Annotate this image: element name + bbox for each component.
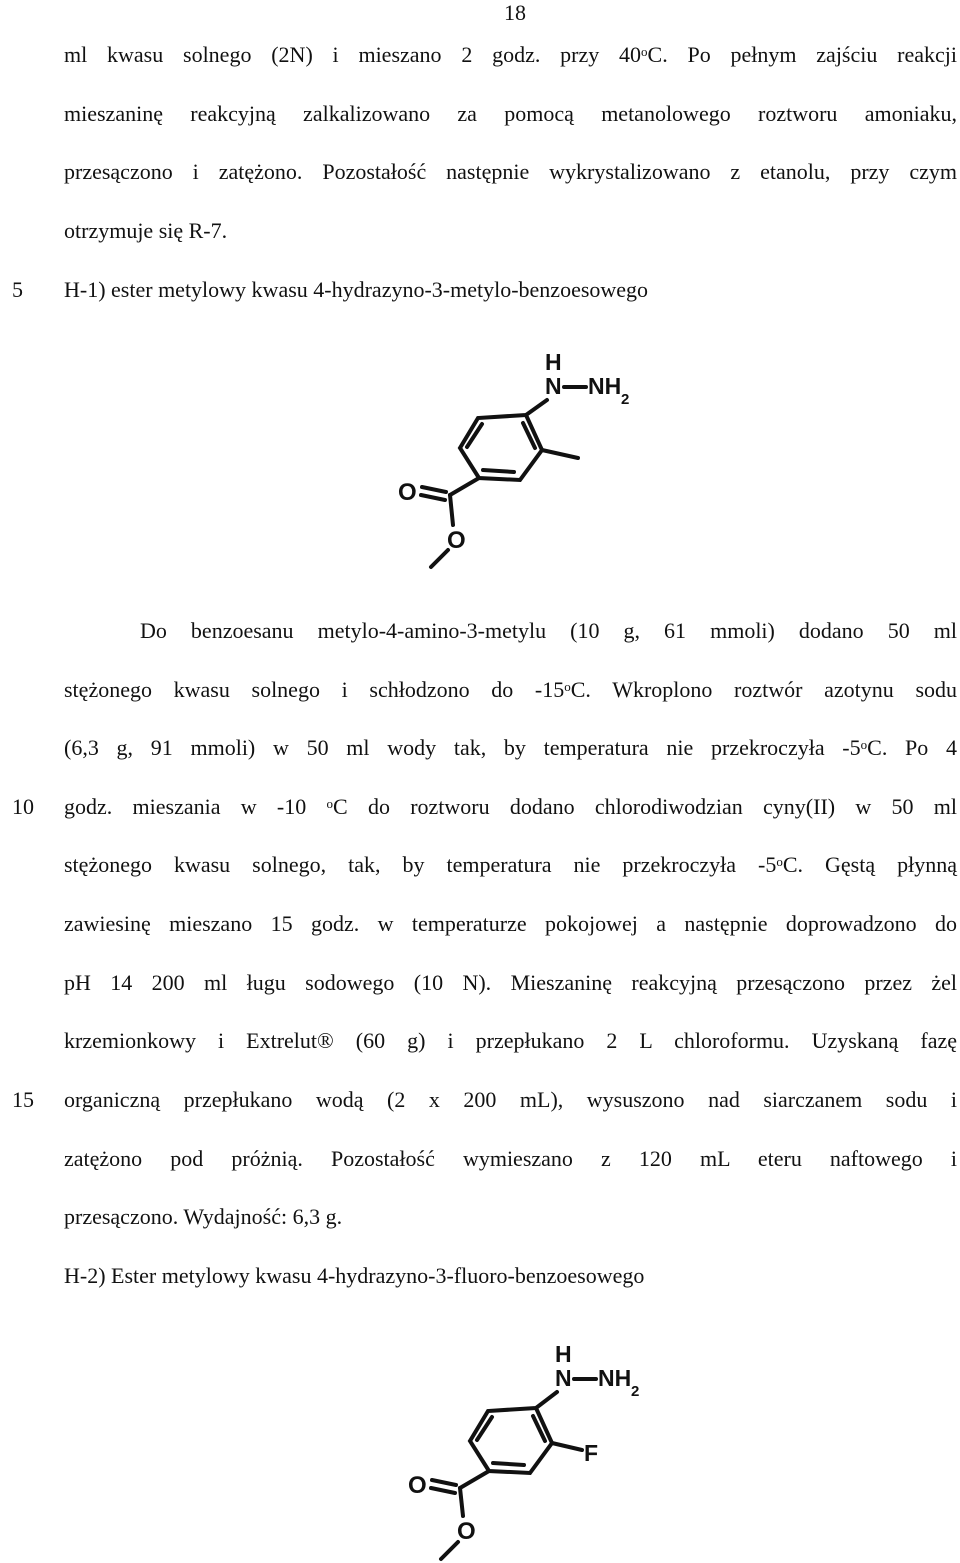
- o-methyl-bond: [431, 550, 448, 567]
- c-o-single-bond: [460, 1488, 463, 1516]
- atom-n: N: [545, 373, 562, 399]
- para2-line-7: pH 14 200 ml ługu sodowego (10 N). Mieszaninę reakcyjną przesączono przez żel: [64, 970, 957, 995]
- text-span: C. Gęstą płynną: [782, 852, 957, 877]
- c-o-double-bond: [431, 1488, 455, 1493]
- page-number: 18: [504, 0, 526, 25]
- atom-h: H: [555, 1341, 572, 1367]
- text-span: C. Po 4: [867, 735, 957, 760]
- atom-o-ester: O: [447, 527, 466, 554]
- chemical-structure-h2: [400, 1338, 660, 1563]
- c-o-single-bond: [450, 495, 453, 525]
- atom-o-carbonyl: O: [408, 1472, 427, 1499]
- ring-double-bond: [483, 470, 514, 472]
- subscript-2: 2: [621, 391, 630, 408]
- para2-line-1: Do benzoesanu metylo-4-amino-3-metylu (10 g, 61 mmoli) dodano 50 ml: [140, 618, 957, 643]
- text-span: ml kwasu solnego (2N) i mieszano 2 godz. przy 40: [64, 42, 642, 67]
- methyl-bond: [542, 450, 578, 458]
- degree-sup: o: [776, 854, 783, 869]
- carbonyl-carbon-bond: [460, 1471, 489, 1488]
- para2-line-9: organiczną przepłukano wodą (2 x 200 mL), wysuszono nad siarczanem sodu i: [64, 1087, 957, 1112]
- para2-line-5: [64, 851, 957, 879]
- atom-h: H: [545, 350, 562, 375]
- para2-line-3: [64, 734, 957, 762]
- degree-sup: o: [326, 796, 333, 811]
- text-span: godz. mieszania w -10: [64, 794, 307, 819]
- para1-line-3: przesączono i zatężono. Pozostałość następnie wykrystalizowano z etanolu, przy czym: [64, 159, 957, 184]
- atom-nh: NH: [588, 373, 622, 399]
- heading-h1: H-1) ester metylowy kwasu 4-hydrazyno-3-metylo-benzoesowego: [64, 277, 649, 302]
- text-span: (6,3 g, 91 mmoli) w 50 ml wody tak, by temperatura nie przekroczyła -5: [64, 735, 861, 760]
- c-o-double-bond: [421, 495, 445, 500]
- line-number-15: 15: [12, 1087, 34, 1112]
- para2-line-11: przesączono. Wydajność: 6,3 g.: [64, 1204, 343, 1229]
- para2-line-10: zatężono pod próżnią. Pozostałość wymieszano z 120 mL eteru naftowego i: [64, 1146, 957, 1171]
- para2-line-2: [64, 676, 957, 704]
- text-span: C. Wkroplono roztwór azotynu sodu: [570, 677, 957, 702]
- degree-sup: o: [564, 679, 571, 694]
- c-o-double-bond: [422, 487, 446, 492]
- ring-n-bond: [536, 1392, 557, 1408]
- degree-sup: o: [641, 44, 648, 59]
- atom-o-ester: O: [457, 1518, 476, 1545]
- o-methyl-bond: [441, 1542, 458, 1559]
- line-number-5: 5: [12, 277, 23, 302]
- line-number-10: 10: [12, 794, 34, 819]
- text-span: stężonego kwasu solnego, tak, by temperatura nie przekroczyła -5: [64, 852, 777, 877]
- para2-line-8: krzemionkowy i Extrelut® (60 g) i przepłukano 2 L chloroformu. Uzyskaną fazę: [64, 1028, 957, 1053]
- para2-line-6: zawiesinę mieszano 15 godz. w temperaturze pokojowej a następnie doprowadzono do: [64, 911, 957, 936]
- ring-n-bond: [526, 400, 547, 415]
- fluoro-bond: [552, 1443, 582, 1450]
- atom-f: F: [584, 1440, 599, 1466]
- degree-sup: o: [860, 737, 868, 752]
- heading-h2: H-2) Ester metylowy kwasu 4-hydrazyno-3-fluoro-benzoesowego: [64, 1263, 645, 1288]
- atom-n: N: [555, 1365, 572, 1391]
- para1-line-2: mieszaninę reakcyjną zalkalizowano za pomocą metanolowego roztworu amoniaku,: [64, 101, 957, 126]
- chemical-structure-h1: [390, 350, 650, 575]
- para2-line-4: [64, 793, 957, 821]
- carbonyl-carbon-bond: [450, 478, 479, 495]
- para1-line-4: otrzymuje się R-7.: [64, 218, 228, 243]
- text-span: stężonego kwasu solnego i schłodzono do -15: [64, 677, 565, 702]
- ring-double-bond: [493, 1463, 524, 1465]
- c-o-double-bond: [432, 1480, 456, 1485]
- text-span: C. Po pełnym zajściu reakcji: [647, 42, 957, 67]
- subscript-2: 2: [631, 1383, 640, 1400]
- atom-o-carbonyl: O: [398, 479, 417, 506]
- atom-nh: NH: [598, 1365, 632, 1391]
- para1-line-1: [64, 41, 957, 69]
- text-span: C do roztworu dodano chlorodiwodzian cyny(II) w 50 ml: [333, 794, 957, 819]
